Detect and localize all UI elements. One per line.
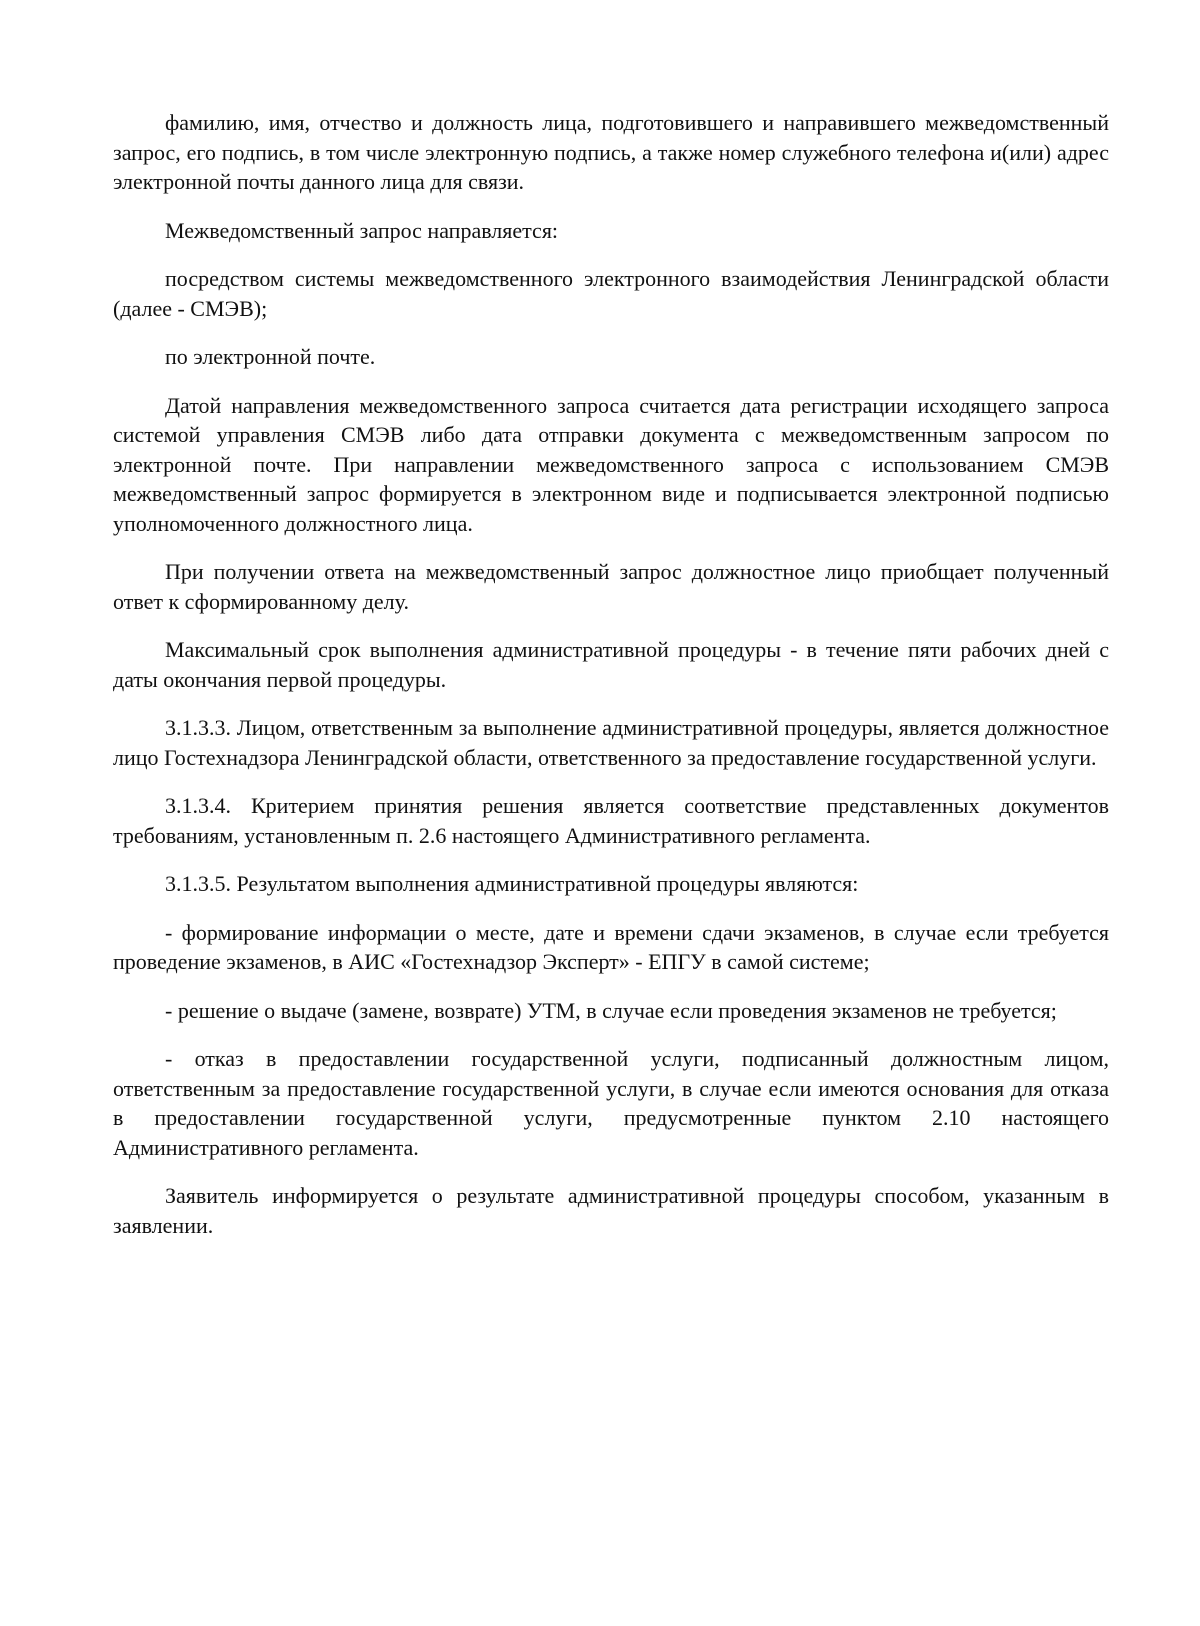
paragraph-response-attached: При получении ответа на межведомственный запрос должностное лицо приобщает полученный ответ к сформированному делу. xyxy=(113,559,1109,614)
paragraph-applicant-informed: Заявитель информируется о результате административной процедуры способом, указанным в заявлении. xyxy=(113,1183,1109,1238)
paragraph-3-1-3-4: 3.1.3.4. Критерием принятия решения является соответствие представленных документов требованиям, установленным п. 2.6 настоящего Административного регламента. xyxy=(113,793,1109,848)
paragraph-smev-channel: посредством системы межведомственного электронного взаимодействия Ленинградской области (далее - СМЭВ); xyxy=(113,266,1109,321)
paragraph-request-sent-via: Межведомственный запрос направляется: xyxy=(165,217,559,243)
paragraph-result-utm-decision: - решение о выдаче (замене, возврате) УТМ, в случае если проведения экзаменов не требуется; xyxy=(165,997,1057,1023)
document-body xyxy=(113,108,1109,1240)
paragraph-max-term: Максимальный срок выполнения административной процедуры - в течение пяти рабочих дней с даты окончания первой процедуры. xyxy=(113,637,1109,692)
paragraph-3-1-3-5: 3.1.3.5. Результатом выполнения административной процедуры являются: xyxy=(165,871,859,896)
paragraph-requester-details: фамилию, имя, отчество и должность лица, подготовившего и направившего межведомственный запрос, его подпись, в том числе электронную подпись, а также номер служебного телефона и(или) адрес электронной почты данного лица для связи. xyxy=(113,110,1109,194)
paragraph-result-exam-info: - формирование информации о месте, дате и времени сдачи экзаменов, в случае если требуется проведение экзаменов, в АИС «Гостехнадзор Эксперт» - ЕПГУ в самой системе; xyxy=(113,919,1109,974)
paragraph-3-1-3-3: 3.1.3.3. Лицом, ответственным за выполнение административной процедуры, является должностное лицо Гостехнадзора Ленинградской области, ответственного за предоставление государственной услуги. xyxy=(113,715,1109,770)
paragraph-email-channel: по электронной почте. xyxy=(165,344,376,369)
paragraph-result-refusal: - отказ в предоставлении государственной услуги, подписанный должностным лицом, ответственным за предоставление государственной услуги, в случае если имеются основания для отказа в предоставлении государственной услуги, предусмотренные пунктом 2.10 настоящего Административного регламента. xyxy=(113,1046,1109,1160)
paragraph-request-date: Датой направления межведомственного запроса считается дата регистрации исходящего запроса системой управления СМЭВ либо дата отправки документа с межведомственным запросом по электронной почте. При направлении межведомственного запроса с использованием СМЭВ межведомственный запрос формируется в электронном виде и подписывается электронной подписью уполномоченного должностного лица. xyxy=(113,392,1109,536)
